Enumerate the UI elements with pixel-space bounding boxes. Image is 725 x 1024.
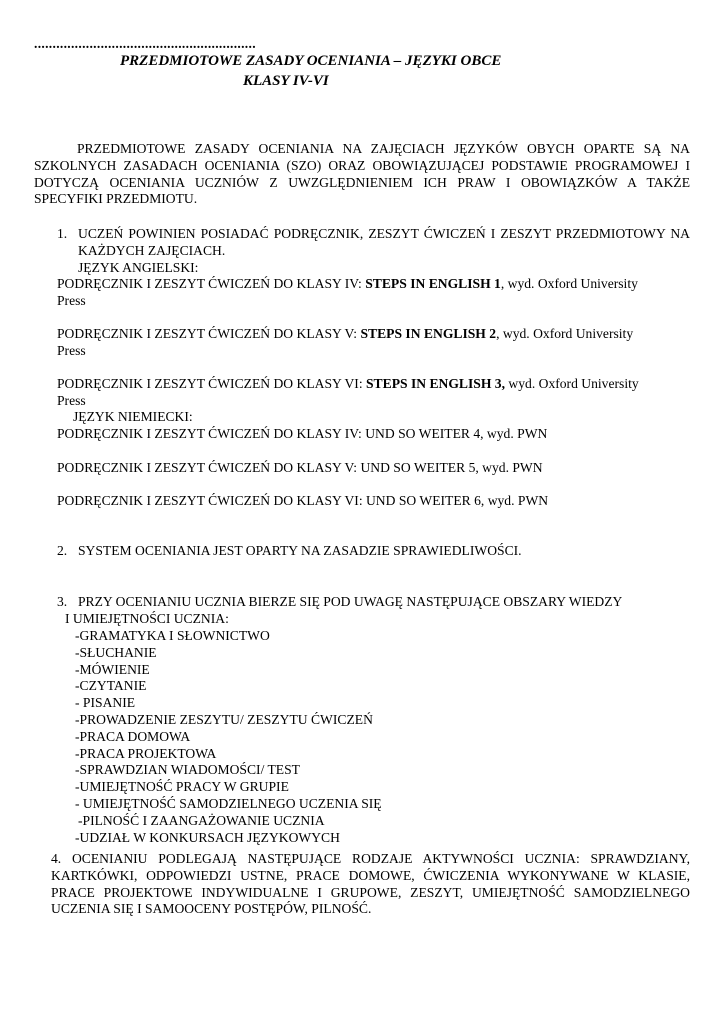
list-item: -PRACA DOMOWA: [75, 728, 191, 744]
assessment-areas-list: [75, 628, 382, 846]
list-item: -PROWADZENIE ZESZYTU/ ZESZYTU ĆWICZEŃ: [75, 711, 373, 727]
german-book-item: PODRĘCZNIK I ZESZYT ĆWICZEŃ DO KLASY IV: UND SO WEITER 4, wyd. PWN: [57, 426, 548, 441]
section-3-number: 3.: [57, 594, 68, 609]
book-publisher: , wyd. Oxford University: [496, 326, 634, 341]
english-book-item: [57, 276, 697, 310]
book-title: STEPS IN ENGLISH 2: [360, 326, 497, 341]
list-item: -PILNOŚĆ I ZAANGAŻOWANIE UCZNIA: [78, 812, 325, 828]
list-item: -SŁUCHANIE: [75, 644, 157, 660]
book-prefix: PODRĘCZNIK I ZESZYT ĆWICZEŃ DO KLASY IV:: [57, 276, 366, 291]
list-item: -MÓWIENIE: [75, 661, 150, 677]
section-1-number: 1.: [57, 226, 68, 241]
english-book-item: [57, 376, 697, 410]
german-book-item: PODRĘCZNIK I ZESZYT ĆWICZEŃ DO KLASY V: UND SO WEITER 5, wyd. PWN: [57, 460, 543, 475]
section-3-line-2: I UMIEJĘTNOŚCI UCZNIA:: [65, 611, 229, 626]
section-4-text: 4. OCENIANIU PODLEGAJĄ NASTĘPUJĄCE RODZAJE AKTYWNOŚCI UCZNIA: SPRAWDZIANY, KARTKÓWKI, ODPOWIEDZI USTNE, PRACE DOMOWE, ĆWICZENIA WYKONYWANE W KLASIE, PRACE PROJEKTOWE INDYWIDUALNE I GRUPOWE, ZESZYT, UMIEJĘTNOŚĆ SAMODZIELNEGO UCZENIA SIĘ I SAMOOCENY POSTĘPÓW, PILNOŚĆ.: [51, 851, 690, 917]
book-publisher-cont: Press: [57, 392, 86, 408]
book-title: STEPS IN ENGLISH 3,: [366, 376, 506, 391]
list-item: -GRAMATYKA I SŁOWNICTWO: [75, 628, 270, 643]
english-book-item: [57, 326, 697, 360]
book-publisher: , wyd. Oxford University: [500, 276, 638, 291]
intro-paragraph: PRZEDMIOTOWE ZASADY OCENIANIA NA ZAJĘCIACH JĘZYKÓW OBYCH OPARTE SĄ NA SZKOLNYCH ZASADACH OCENIANIA (SZO) ORAZ OBOWIĄZUJĄCEJ PODSTAWIE PROGRAMOWEJ I DOTYCZĄ OCENIANIA UCZNIÓW Z UWZGLĘDNIENIEM ICH PRAW I OBOWIĄZKÓW A TAKŻE SPECYFIKI PRZEDMIOTU.: [34, 141, 690, 207]
document-title: PRZEDMIOTOWE ZASADY OCENIANIA – JĘZYKI OBCE: [120, 53, 502, 69]
english-heading: JĘZYK ANGIELSKI:: [78, 260, 199, 275]
section-2-number: 2.: [57, 543, 68, 558]
book-prefix: PODRĘCZNIK I ZESZYT ĆWICZEŃ DO KLASY V:: [57, 326, 361, 341]
list-item: - PISANIE: [75, 695, 136, 711]
german-book-item: PODRĘCZNIK I ZESZYT ĆWICZEŃ DO KLASY VI: UND SO WEITER 6, wyd. PWN: [57, 493, 549, 508]
list-item: -UMIEJĘTNOŚĆ PRACY W GRUPIE: [75, 779, 289, 795]
list-item: -UDZIAŁ W KONKURSACH JĘZYKOWYCH: [75, 829, 340, 845]
book-publisher: wyd. Oxford University: [505, 376, 639, 391]
list-item: -CZYTANIE: [75, 678, 147, 694]
section-1-text: UCZEŃ POWINIEN POSIADAĆ PODRĘCZNIK, ZESZYT ĆWICZEŃ I ZESZYT PRZEDMIOTOWY NA KAŻDYCH ZAJĘCIACH.: [78, 226, 690, 258]
section-3-line-1: PRZY OCENIANIU UCZNIA BIERZE SIĘ POD UWAGĘ NASTĘPUJĄCE OBSZARY WIEDZY: [78, 594, 623, 609]
book-publisher-cont: Press: [57, 342, 86, 358]
signature-dotted-line: ............................................................: [34, 36, 256, 51]
german-heading: JĘZYK NIEMIECKI:: [73, 409, 193, 424]
book-title: STEPS IN ENGLISH 1: [365, 276, 501, 291]
book-publisher-cont: Press: [57, 292, 86, 308]
document-subtitle: KLASY IV-VI: [243, 73, 329, 89]
list-item: -SPRAWDZIAN WIADOMOŚCI/ TEST: [75, 762, 300, 778]
list-item: -PRACA PROJEKTOWA: [75, 745, 217, 761]
book-prefix: PODRĘCZNIK I ZESZYT ĆWICZEŃ DO KLASY VI:: [57, 376, 366, 391]
section-2-text: SYSTEM OCENIANIA JEST OPARTY NA ZASADZIE SPRAWIEDLIWOŚCI.: [78, 543, 522, 558]
list-item: - UMIEJĘTNOŚĆ SAMODZIELNEGO UCZENIA SIĘ: [75, 795, 382, 811]
